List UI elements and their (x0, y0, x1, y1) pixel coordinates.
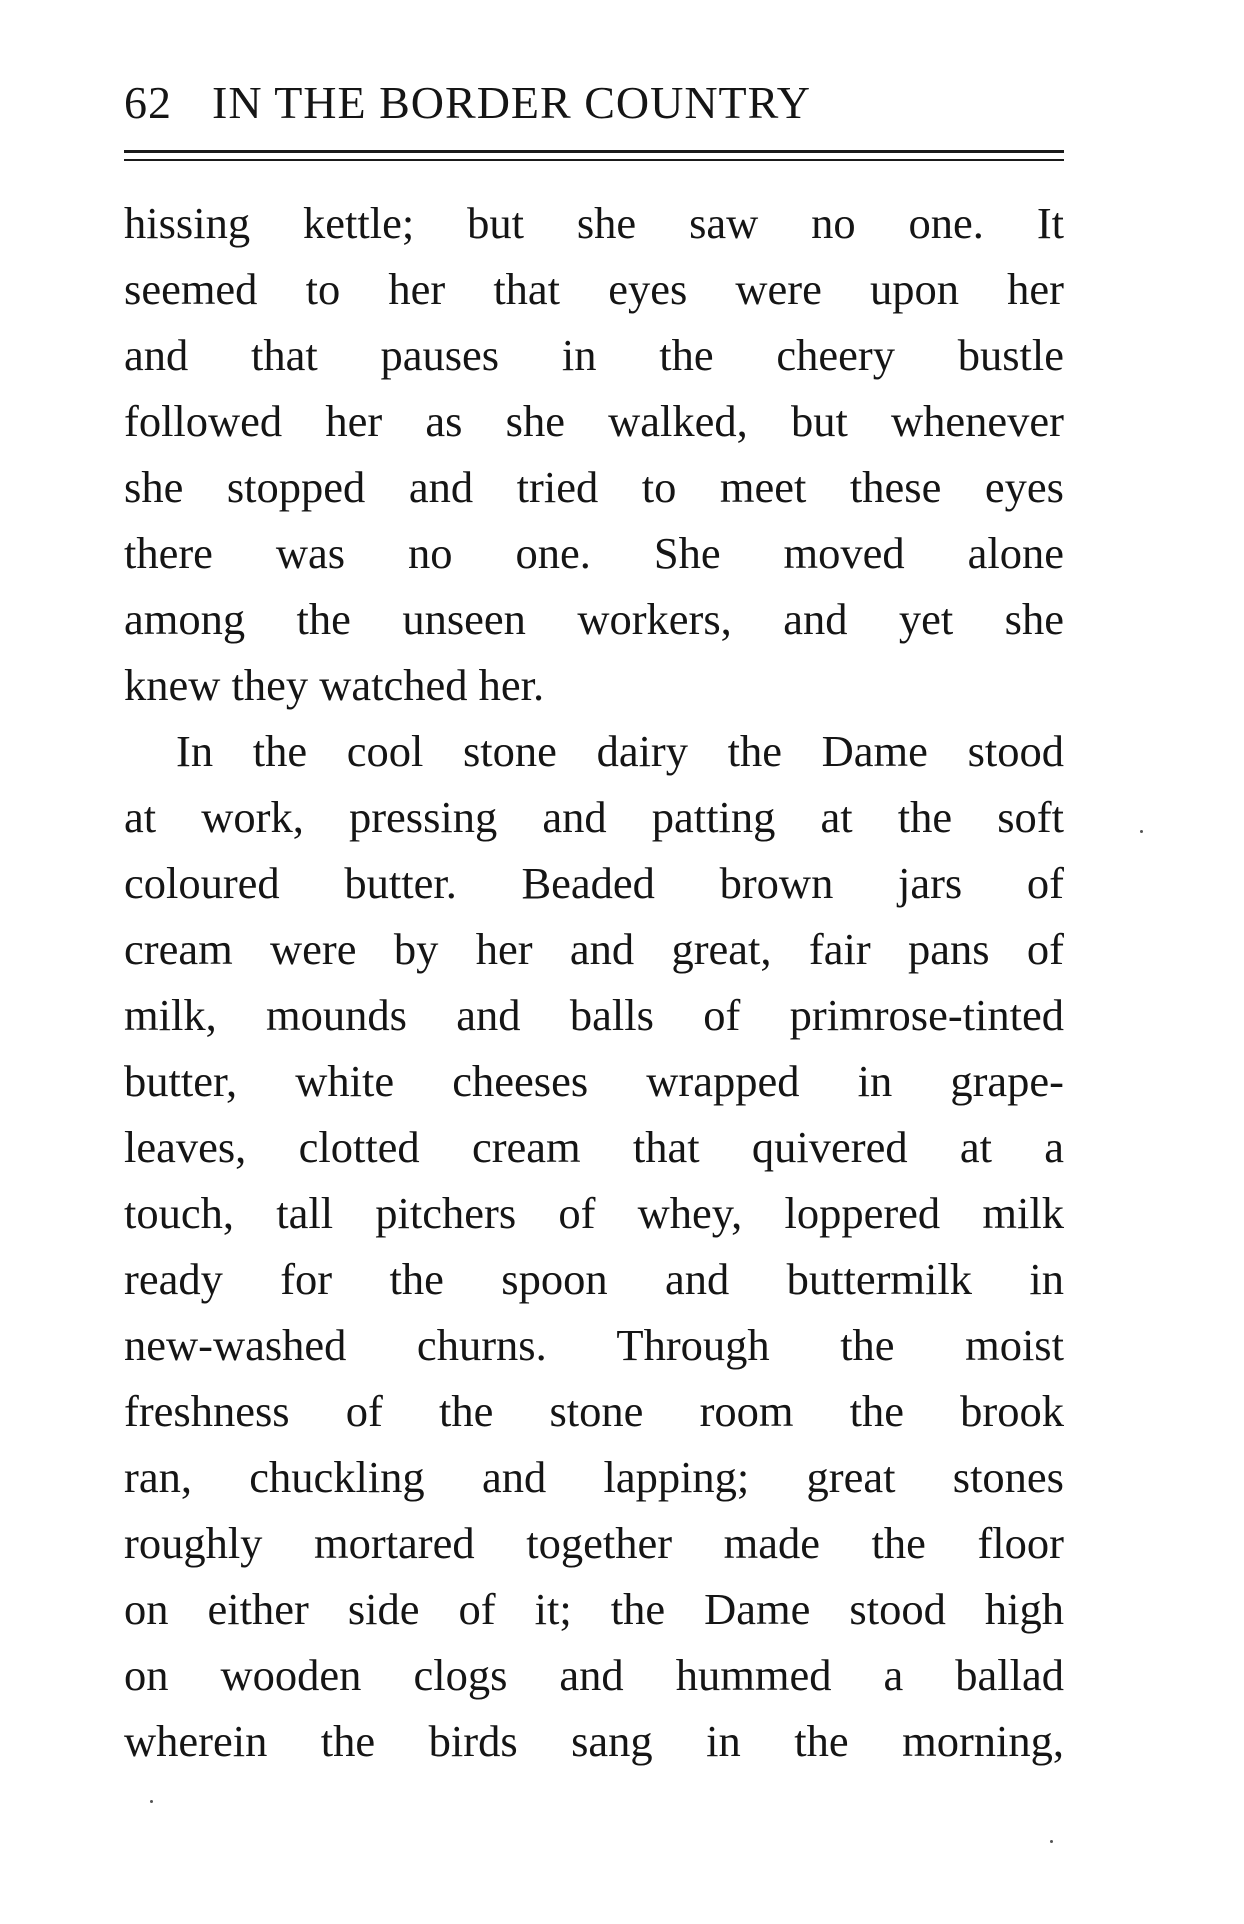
paper-speck (150, 1800, 153, 1803)
text-line: ready for the spoon and buttermilk in (124, 1254, 1064, 1304)
paper-speck (1140, 830, 1143, 833)
text-line: new-washed churns. Through the moist (124, 1320, 1064, 1370)
text-line: milk, mounds and balls of primrose-tinted (124, 990, 1064, 1040)
text-line: followed her as she walked, but whenever (124, 396, 1064, 446)
page-header (124, 70, 1064, 140)
body-text (124, 190, 1064, 1774)
paragraph-end-line: knew they watched her. (124, 660, 545, 710)
text-line: butter, white cheeses wrapped in grape- (124, 1056, 1064, 1106)
paper-speck (1050, 1840, 1053, 1843)
paragraph-first-line: In the cool stone dairy the Dame stood (176, 726, 1064, 776)
text-line: among the unseen workers, and yet she (124, 594, 1064, 644)
text-line: seemed to her that eyes were upon her (124, 264, 1064, 314)
text-line: wherein the birds sang in the morning, (124, 1716, 1064, 1766)
text-line: hissing kettle; but she saw no one. It (124, 198, 1064, 248)
text-line: cream were by her and great, fair pans of (124, 924, 1064, 974)
text-line: coloured butter. Beaded brown jars of (124, 858, 1064, 908)
header-rule-thick (124, 150, 1064, 153)
page-number: 62 (124, 77, 172, 128)
text-line: at work, pressing and patting at the soft (124, 792, 1064, 842)
text-line: leaves, clotted cream that quivered at a (124, 1122, 1064, 1172)
text-line: she stopped and tried to meet these eyes (124, 462, 1064, 512)
text-line: roughly mortared together made the floor (124, 1518, 1064, 1568)
text-line: on wooden clogs and hummed a ballad (124, 1650, 1064, 1700)
text-line: on either side of it; the Dame stood high (124, 1584, 1064, 1634)
header-rule-thin (124, 159, 1064, 161)
text-line: freshness of the stone room the brook (124, 1386, 1064, 1436)
text-line: ran, chuckling and lapping; great stones (124, 1452, 1064, 1502)
text-line: and that pauses in the cheery bustle (124, 330, 1064, 380)
text-line: there was no one. She moved alone (124, 528, 1064, 578)
text-line: touch, tall pitchers of whey, loppered milk (124, 1188, 1064, 1238)
running-title: IN THE BORDER COUNTRY (212, 77, 812, 128)
